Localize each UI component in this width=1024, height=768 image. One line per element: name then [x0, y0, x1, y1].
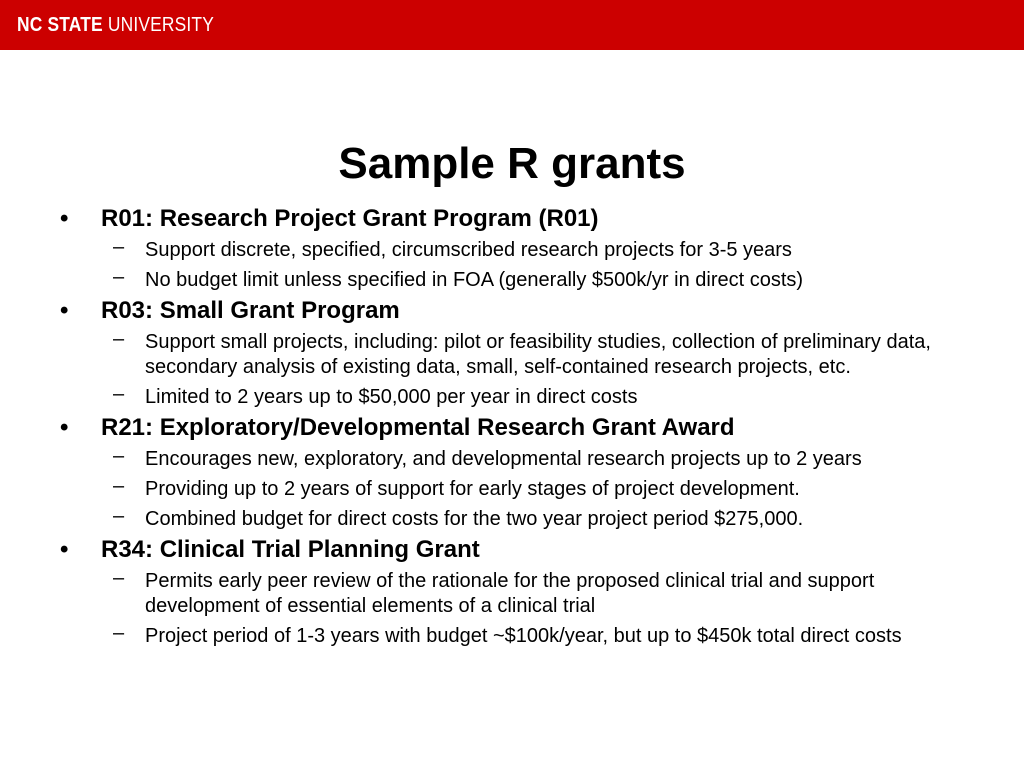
list-item-text: Permits early peer review of the rationale for the proposed clinical trial and support development of essential elements of a clinical trial [145, 570, 875, 617]
section-heading-r21 [0, 414, 1024, 442]
list-item [0, 385, 1024, 410]
list-item [0, 330, 1024, 380]
bullet-icon: • [60, 414, 69, 441]
list-item-text: Combined budget for direct costs for the two year project period $275,000. [145, 508, 804, 530]
header-banner [0, 0, 1024, 50]
list-item-text: Project period of 1-3 years with budget ~$100k/year, but up to $450k total direct costs [145, 625, 902, 647]
dash-icon: – [113, 505, 125, 527]
dash-icon: – [113, 622, 125, 644]
dash-icon: – [113, 236, 125, 258]
section-heading-r01 [0, 205, 1024, 233]
dash-icon: – [113, 567, 125, 589]
section-heading-text: R01: Research Project Grant Program (R01) [101, 205, 599, 232]
list-item [0, 238, 1024, 263]
list-item-text: Encourages new, exploratory, and developmental research projects up to 2 years [145, 448, 862, 470]
section-heading-r03 [0, 297, 1024, 325]
list-item [0, 507, 1024, 532]
list-item [0, 477, 1024, 502]
list-item [0, 569, 1024, 619]
dash-icon: – [113, 383, 125, 405]
list-item-text: Support discrete, specified, circumscribed research projects for 3-5 years [145, 239, 792, 261]
dash-icon: – [113, 266, 125, 288]
section-heading-text: R21: Exploratory/Developmental Research Grant Award [101, 414, 735, 441]
list-item [0, 624, 1024, 649]
dash-icon: – [113, 475, 125, 497]
list-item-text: No budget limit unless specified in FOA (generally $500k/yr in direct costs) [145, 269, 804, 291]
section-heading-text: R34: Clinical Trial Planning Grant [101, 536, 480, 563]
list-item-text: Support small projects, including: pilot or feasibility studies, collection of preliminary data, secondary analysis of existing data, small, self-contained research projects, etc. [145, 331, 931, 378]
dash-icon: – [113, 328, 125, 350]
list-item [0, 447, 1024, 472]
section-heading-r34 [0, 536, 1024, 564]
bullet-icon: • [60, 297, 69, 324]
university-logo [17, 13, 214, 37]
list-item [0, 268, 1024, 293]
slide-content [0, 205, 1024, 649]
bullet-icon: • [60, 536, 69, 563]
section-heading-text: R03: Small Grant Program [101, 297, 400, 324]
bullet-icon: • [60, 205, 69, 232]
list-item-text: Limited to 2 years up to $50,000 per year in direct costs [145, 386, 638, 408]
brand-regular: UNIVERSITY [107, 14, 215, 36]
dash-icon: – [113, 445, 125, 467]
slide-title: Sample R grants [338, 139, 686, 188]
brand-bold: NC STATE [17, 14, 103, 36]
list-item-text: Providing up to 2 years of support for early stages of project development. [145, 478, 800, 500]
